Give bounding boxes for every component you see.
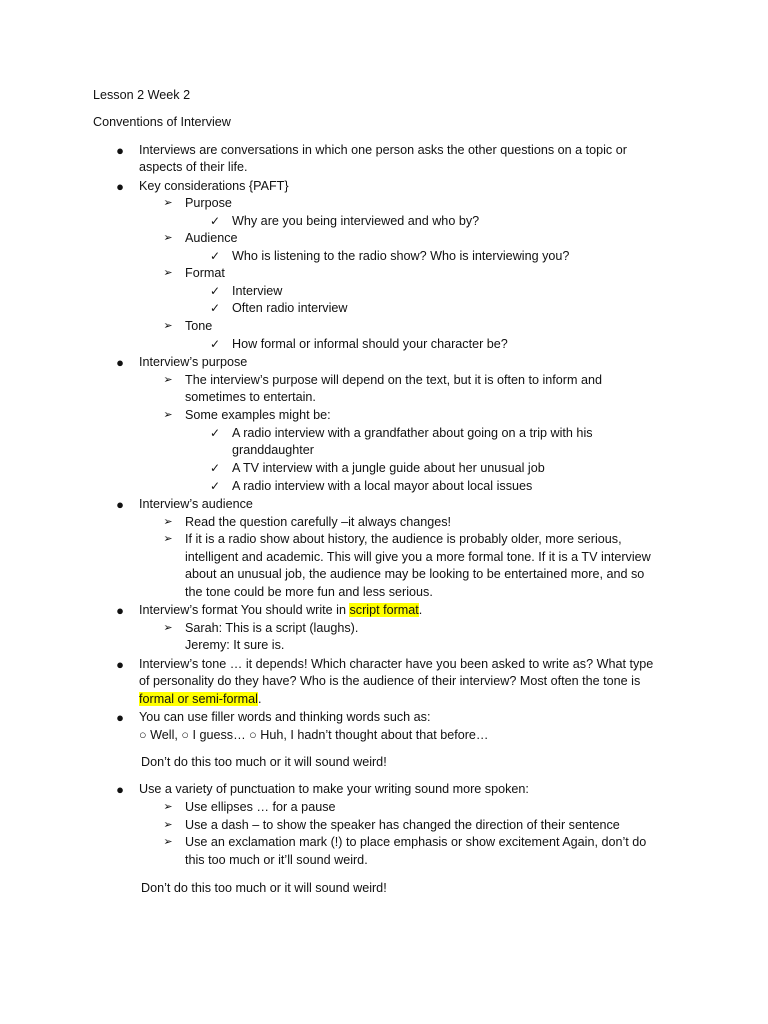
list-item-text: Who is listening to the radio show? Who is interviewing you? (232, 249, 570, 263)
bullet-icon: ● (116, 603, 124, 618)
highlighted-text: formal or semi-formal (139, 692, 258, 706)
arrow-bullet-icon: ➢ (163, 836, 173, 848)
note-text: Don’t do this too much or it will sound weird! (141, 881, 387, 895)
list-item-text: Often radio interview (232, 301, 348, 315)
list-item-text: intelligent and academic. This will give you a more formal tone. If it is a TV interview (185, 550, 651, 564)
list-item-text: A TV interview with a jungle guide about her unusual job (232, 461, 545, 475)
check-icon: ✓ (209, 426, 221, 440)
bullet-icon: ● (116, 657, 124, 672)
list-item-text: about an unusual job, the audience may be looking to be entertained more, and so (185, 567, 645, 581)
list-item-text: You can use filler words and thinking words such as: (139, 710, 431, 724)
list-item-text: granddaughter (232, 443, 314, 457)
list-item-text: Use ellipses … for a pause (185, 800, 336, 814)
list-item-text: Read the question carefully –it always changes! (185, 515, 452, 529)
arrow-bullet-icon: ➢ (163, 232, 173, 244)
check-icon: ✓ (209, 284, 221, 298)
arrow-bullet-icon: ➢ (163, 197, 173, 209)
bullet-icon: ● (116, 782, 124, 797)
bullet-icon: ● (116, 710, 124, 725)
list-item-text: of personality do they have? Who is the audience of their interview? Most often the tone is (139, 674, 641, 688)
arrow-bullet-icon: ➢ (163, 374, 173, 386)
check-icon: ✓ (209, 479, 221, 493)
list-item-text: Jeremy: It sure is. (185, 638, 285, 652)
list-item-text: Audience (185, 231, 238, 245)
list-item-text: Use a variety of punctuation to make your writing sound more spoken: (139, 782, 529, 796)
list-item-text: If it is a radio show about history, the audience is probably older, more serious, (185, 532, 622, 546)
list-item-text: Use an exclamation mark (!) to place emphasis or show excitement Again, don’t do (185, 835, 647, 849)
bullet-icon: ● (116, 143, 124, 158)
list-item-text: this too much or it’ll sound weird. (185, 853, 368, 867)
list-item-text: The interview’s purpose will depend on the text, but it is often to inform and (185, 373, 602, 387)
list-item-text: Interview’s purpose (139, 355, 248, 369)
list-item-text: Interviews are conversations in which one person asks the other questions on a topic or (139, 143, 627, 157)
arrow-bullet-icon: ➢ (163, 320, 173, 332)
highlighted-text: script format (349, 603, 419, 617)
check-icon: ✓ (209, 249, 221, 263)
check-icon: ✓ (209, 214, 221, 228)
arrow-bullet-icon: ➢ (163, 533, 173, 545)
list-item-text: Key considerations {PAFT} (139, 179, 289, 193)
bullet-icon: ● (116, 497, 124, 512)
list-item-text: A radio interview with a grandfather about going on a trip with his (232, 426, 593, 440)
list-item-text (139, 602, 422, 619)
list-item-text: How formal or informal should your character be? (232, 337, 508, 351)
arrow-bullet-icon: ➢ (163, 267, 173, 279)
list-item-text: Format (185, 266, 225, 280)
list-item-text: sometimes to entertain. (185, 390, 316, 404)
list-item-text: A radio interview with a local mayor about local issues (232, 479, 533, 493)
arrow-bullet-icon: ➢ (163, 801, 173, 813)
list-item-text: Why are you being interviewed and who by? (232, 214, 480, 228)
arrow-bullet-icon: ➢ (163, 819, 173, 831)
arrow-bullet-icon: ➢ (163, 622, 173, 634)
text-segment: . (418, 603, 423, 617)
list-item-text: the tone could be more fun and less serious. (185, 585, 433, 599)
lesson-heading: Lesson 2 Week 2 (93, 88, 191, 102)
check-icon: ✓ (209, 337, 221, 351)
list-item-text: Use a dash – to show the speaker has changed the direction of their sentence (185, 818, 620, 832)
text-segment: . (257, 692, 262, 706)
check-icon: ✓ (209, 301, 221, 315)
list-item-text: Interview’s audience (139, 497, 253, 511)
note-text: Don’t do this too much or it will sound weird! (141, 755, 387, 769)
check-icon: ✓ (209, 461, 221, 475)
list-item-text: Interview’s tone … it depends! Which character have you been asked to write as? What type (139, 657, 654, 671)
bullet-icon: ● (116, 179, 124, 194)
list-item-text: Purpose (185, 196, 232, 210)
list-item-text: Tone (185, 319, 213, 333)
text-segment: Interview’s format You should write in (139, 603, 350, 617)
filler-words-line: ○ Well, ○ I guess… ○ Huh, I hadn’t thought about that before… (139, 728, 489, 742)
arrow-bullet-icon: ➢ (163, 516, 173, 528)
section-title: Conventions of Interview (93, 115, 231, 129)
list-item-text: Interview (232, 284, 283, 298)
arrow-bullet-icon: ➢ (163, 409, 173, 421)
list-item-text: Some examples might be: (185, 408, 331, 422)
list-item-text (139, 691, 261, 708)
bullet-icon: ● (116, 355, 124, 370)
list-item-text: aspects of their life. (139, 160, 248, 174)
list-item-text: Sarah: This is a script (laughs). (185, 621, 359, 635)
